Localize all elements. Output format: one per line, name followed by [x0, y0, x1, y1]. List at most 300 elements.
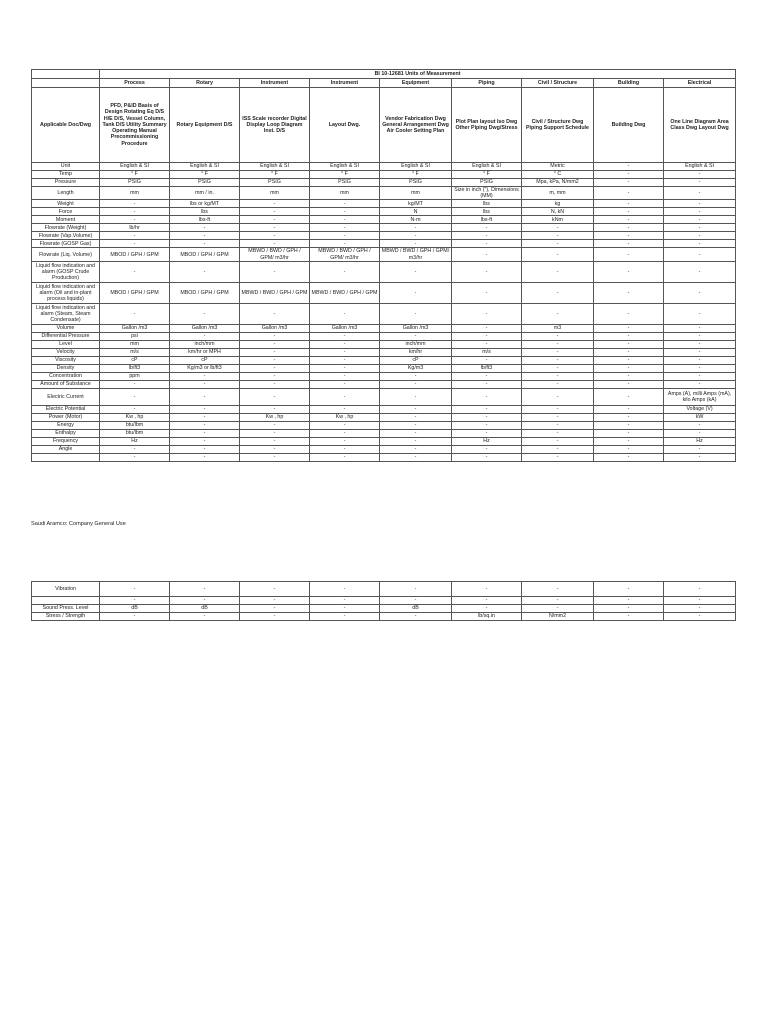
unit-cell: lb/sq.in — [452, 613, 522, 621]
unit-cell: - — [452, 405, 522, 413]
unit-cell: - — [522, 582, 594, 597]
unit-cell: - — [310, 388, 380, 405]
table-title: BI 10-12681 Units of Measurement — [100, 70, 736, 79]
unit-cell: - — [522, 453, 594, 461]
unit-cell: - — [240, 613, 310, 621]
unit-cell: - — [310, 303, 380, 324]
unit-cell: - — [310, 453, 380, 461]
unit-cell: - — [522, 388, 594, 405]
unit-cell: - — [522, 332, 594, 340]
unit-cell: mm — [310, 187, 380, 200]
unit-cell: - — [100, 303, 170, 324]
measurement-label: Energy — [32, 421, 100, 429]
unit-cell: - — [594, 605, 664, 613]
unit-cell: - — [664, 340, 736, 348]
unit-cell: - — [310, 372, 380, 380]
department-row — [32, 79, 736, 88]
unit-cell: - — [452, 261, 522, 282]
unit-cell: - — [664, 179, 736, 187]
unit-cell: - — [522, 437, 594, 445]
unit-cell: PSIG — [310, 179, 380, 187]
applicable-doc-cell: Layout Dwg. — [310, 88, 380, 163]
unit-cell: - — [100, 453, 170, 461]
unit-cell: - — [664, 261, 736, 282]
unit-cell: - — [170, 453, 240, 461]
department-header: Piping — [452, 79, 522, 88]
unit-cell: MBWD / BWD / GPH / GPM/ m3/hr — [240, 248, 310, 261]
applicable-doc-cell: Vendor Fabrication Dwg General Arrangement Dwg Air Cooler Setting Plan — [380, 88, 452, 163]
unit-cell: - — [310, 364, 380, 372]
unit-cell: MBWD / BWD / GPH / GPM/ m3/hr — [380, 248, 452, 261]
measurement-label: Flowrate (Liq. Volume) — [32, 248, 100, 261]
unit-cell: dB — [100, 605, 170, 613]
unit-cell: - — [170, 413, 240, 421]
unit-cell: btu/lbm — [100, 421, 170, 429]
unit-cell: - — [664, 605, 736, 613]
measurement-label: Weight — [32, 200, 100, 208]
measurement-label: Vibration — [32, 582, 100, 597]
unit-cell: - — [452, 421, 522, 429]
unit-cell: ° F — [240, 171, 310, 179]
unit-cell: English & SI — [380, 163, 452, 171]
measurement-row — [32, 421, 736, 429]
unit-cell: - — [100, 261, 170, 282]
unit-cell: - — [594, 248, 664, 261]
unit-cell: - — [310, 240, 380, 248]
title-blank — [32, 70, 100, 79]
measurement-label: Sound Press. Level — [32, 605, 100, 613]
measurement-row — [32, 200, 736, 208]
unit-cell: - — [594, 240, 664, 248]
measurement-row — [32, 171, 736, 179]
measurement-label: Force — [32, 208, 100, 216]
unit-cell: - — [664, 224, 736, 232]
unit-cell: mm — [100, 340, 170, 348]
unit-cell: English & SI — [452, 163, 522, 171]
measurement-label: Electric Potential — [32, 405, 100, 413]
unit-cell: km/hr or MPH — [170, 348, 240, 356]
measurement-label: Power (Motor) — [32, 413, 100, 421]
unit-cell: Hz — [452, 437, 522, 445]
unit-cell: - — [452, 597, 522, 605]
unit-cell: - — [310, 216, 380, 224]
unit-cell: English & SI — [664, 163, 736, 171]
unit-cell: - — [522, 232, 594, 240]
measurement-label: Level — [32, 340, 100, 348]
unit-cell: MBOD / GPH / GPM — [170, 282, 240, 303]
unit-cell: - — [664, 445, 736, 453]
unit-cell: Voltage (V) — [664, 405, 736, 413]
unit-cell: - — [594, 348, 664, 356]
unit-cell: - — [664, 248, 736, 261]
unit-cell: - — [522, 348, 594, 356]
unit-cell: - — [240, 240, 310, 248]
measurement-label: Electric Current — [32, 388, 100, 405]
unit-cell: - — [380, 597, 452, 605]
unit-cell: PSIG — [380, 179, 452, 187]
unit-cell: lb/ft3 — [452, 364, 522, 372]
measurement-label: Liquid flow indication and alarm (GOSP Crude Production) — [32, 261, 100, 282]
unit-cell: m/s — [100, 348, 170, 356]
unit-cell: ° F — [170, 171, 240, 179]
unit-cell: - — [240, 445, 310, 453]
unit-cell: - — [664, 171, 736, 179]
unit-cell: - — [594, 200, 664, 208]
unit-cell: - — [380, 240, 452, 248]
unit-cell: - — [452, 248, 522, 261]
unit-cell: - — [664, 324, 736, 332]
measurement-label: Volume — [32, 324, 100, 332]
unit-cell: - — [452, 356, 522, 364]
unit-cell: - — [170, 380, 240, 388]
unit-cell: - — [240, 364, 310, 372]
unit-cell: MBWD / BWD / GPH / GPM/ m3/hr — [310, 248, 380, 261]
unit-cell: - — [240, 208, 310, 216]
unit-cell: - — [380, 582, 452, 597]
unit-cell: - — [310, 340, 380, 348]
unit-cell: Kw , hp — [240, 413, 310, 421]
unit-cell: - — [664, 597, 736, 605]
measurement-row — [32, 224, 736, 232]
unit-cell: - — [380, 421, 452, 429]
unit-cell: - — [100, 597, 170, 605]
unit-cell: ° F — [380, 171, 452, 179]
unit-cell: - — [170, 429, 240, 437]
unit-cell: - — [240, 597, 310, 605]
title-row — [32, 70, 736, 79]
measurement-label — [32, 597, 100, 605]
unit-cell: - — [522, 303, 594, 324]
unit-cell: - — [594, 282, 664, 303]
unit-cell: - — [664, 380, 736, 388]
unit-cell: cP — [380, 356, 452, 364]
measurement-label: Stress / Strength — [32, 613, 100, 621]
unit-cell: kg/MT — [380, 200, 452, 208]
unit-cell: - — [240, 437, 310, 445]
measurement-row — [32, 340, 736, 348]
unit-cell: - — [452, 413, 522, 421]
unit-cell: - — [240, 232, 310, 240]
unit-cell: - — [522, 605, 594, 613]
unit-cell: m3 — [522, 324, 594, 332]
unit-cell: - — [664, 240, 736, 248]
unit-cell: - — [594, 340, 664, 348]
unit-cell: - — [664, 303, 736, 324]
unit-cell: kNm — [522, 216, 594, 224]
unit-cell: ppm — [100, 372, 170, 380]
unit-cell: PSIG — [452, 179, 522, 187]
unit-cell: - — [452, 453, 522, 461]
applicable-doc-cell: ISS Scale recorder Digital Display Loop Diagram Inst. D/S — [240, 88, 310, 163]
unit-cell: - — [310, 208, 380, 216]
unit-cell: - — [594, 224, 664, 232]
unit-cell: - — [452, 232, 522, 240]
unit-cell: Kg/m3 — [380, 364, 452, 372]
unit-cell: Gallon /m3 — [240, 324, 310, 332]
unit-cell: - — [452, 282, 522, 303]
unit-cell: - — [310, 421, 380, 429]
measurement-row — [32, 187, 736, 200]
unit-cell: - — [664, 356, 736, 364]
measurement-row — [32, 364, 736, 372]
unit-cell: - — [170, 303, 240, 324]
measurement-label: Density — [32, 364, 100, 372]
unit-cell: - — [594, 332, 664, 340]
unit-cell: psi — [100, 332, 170, 340]
unit-cell: - — [664, 582, 736, 597]
unit-cell: - — [240, 261, 310, 282]
measurement-label — [32, 453, 100, 461]
unit-cell: MBOD / GPH / GPM — [170, 248, 240, 261]
applicable-doc-label: Applicable Doc/Dwg — [32, 88, 100, 163]
measurement-row — [32, 445, 736, 453]
unit-cell: - — [380, 261, 452, 282]
unit-cell: - — [522, 261, 594, 282]
unit-cell: - — [594, 413, 664, 421]
unit-cell: - — [594, 429, 664, 437]
unit-cell: - — [100, 388, 170, 405]
unit-cell: - — [240, 388, 310, 405]
unit-cell: - — [452, 605, 522, 613]
unit-cell: - — [522, 364, 594, 372]
unit-cell: - — [664, 364, 736, 372]
unit-cell: - — [310, 380, 380, 388]
unit-cell: - — [310, 232, 380, 240]
measurement-label: Moment — [32, 216, 100, 224]
measurement-label: Unit — [32, 163, 100, 171]
unit-cell: btu/lbm — [100, 429, 170, 437]
measurement-row — [32, 372, 736, 380]
unit-cell: MBWD / BWD / GPH / GPM — [240, 282, 310, 303]
unit-cell: - — [310, 224, 380, 232]
unit-cell: - — [170, 332, 240, 340]
unit-cell: - — [594, 453, 664, 461]
measurement-label: Frequency — [32, 437, 100, 445]
unit-cell: - — [452, 445, 522, 453]
unit-cell: - — [100, 445, 170, 453]
unit-cell: - — [310, 261, 380, 282]
unit-cell: - — [240, 380, 310, 388]
unit-cell: - — [310, 348, 380, 356]
unit-cell: - — [664, 613, 736, 621]
unit-cell: - — [100, 613, 170, 621]
unit-cell: - — [240, 340, 310, 348]
measurement-label: Concentration — [32, 372, 100, 380]
unit-cell: - — [240, 453, 310, 461]
unit-cell: - — [664, 421, 736, 429]
measurement-label: Flowrate (Vap.Volume) — [32, 232, 100, 240]
unit-cell: - — [170, 224, 240, 232]
unit-cell: - — [310, 429, 380, 437]
unit-cell: Size in inch ("), Dimensions (MM) — [452, 187, 522, 200]
department-blank — [32, 79, 100, 88]
unit-cell: kg — [522, 200, 594, 208]
unit-cell: - — [170, 240, 240, 248]
unit-cell: lbs — [170, 208, 240, 216]
department-header: Equipment — [380, 79, 452, 88]
measurement-row — [32, 282, 736, 303]
unit-cell: - — [522, 421, 594, 429]
unit-cell: - — [664, 187, 736, 200]
unit-cell: lbs-ft — [170, 216, 240, 224]
unit-cell: - — [170, 613, 240, 621]
unit-cell: - — [664, 372, 736, 380]
measurement-label: Flowrate (GOSP Gas) — [32, 240, 100, 248]
unit-cell: - — [380, 413, 452, 421]
unit-cell: ° C — [522, 171, 594, 179]
unit-cell: lbs or kg/MT — [170, 200, 240, 208]
unit-cell: - — [100, 232, 170, 240]
unit-cell: - — [310, 200, 380, 208]
measurement-row — [32, 303, 736, 324]
unit-cell: - — [240, 429, 310, 437]
unit-cell: - — [310, 597, 380, 605]
unit-cell: dB — [170, 605, 240, 613]
unit-cell: lb/hr — [100, 224, 170, 232]
measurement-row — [32, 324, 736, 332]
measurement-row — [32, 356, 736, 364]
applicable-doc-cell: One Line Diagram Area Class Dwg Layout Dwg — [664, 88, 736, 163]
measurement-continued-row — [32, 613, 736, 621]
unit-cell: - — [452, 340, 522, 348]
unit-cell: - — [380, 372, 452, 380]
measurement-label: Liquid flow indication and alarm (Oil and in-plant process liquids) — [32, 282, 100, 303]
unit-cell: PSIG — [240, 179, 310, 187]
unit-cell: - — [452, 240, 522, 248]
measurement-row — [32, 429, 736, 437]
department-header: Instrument — [310, 79, 380, 88]
measurement-row — [32, 216, 736, 224]
unit-cell: Mpa, kPa, N/mm2 — [522, 179, 594, 187]
department-header: Rotary — [170, 79, 240, 88]
unit-cell: - — [240, 372, 310, 380]
unit-cell: - — [594, 208, 664, 216]
unit-cell: m/s — [452, 348, 522, 356]
measurement-label: Amount of Substance — [32, 380, 100, 388]
measurement-label: Length — [32, 187, 100, 200]
unit-cell: Gallon /m3 — [170, 324, 240, 332]
measurement-label: Temp — [32, 171, 100, 179]
unit-cell: - — [594, 372, 664, 380]
measurement-row — [32, 232, 736, 240]
measurement-label: Liquid flow indication and alarm (Steam, Steam Condensate) — [32, 303, 100, 324]
unit-cell: m, mm — [522, 187, 594, 200]
unit-cell: lbs — [452, 208, 522, 216]
unit-cell: - — [522, 445, 594, 453]
unit-cell: - — [594, 380, 664, 388]
unit-cell: - — [380, 445, 452, 453]
unit-cell: - — [170, 261, 240, 282]
unit-cell: - — [594, 303, 664, 324]
unit-cell: inch/mm — [380, 340, 452, 348]
unit-cell: - — [664, 216, 736, 224]
unit-cell: - — [380, 453, 452, 461]
unit-cell: - — [522, 248, 594, 261]
unit-cell: km/hr — [380, 348, 452, 356]
department-header: Process — [100, 79, 170, 88]
unit-cell: - — [100, 208, 170, 216]
unit-cell: - — [170, 597, 240, 605]
measurement-row — [32, 413, 736, 421]
unit-cell: - — [380, 303, 452, 324]
unit-cell: - — [452, 388, 522, 405]
unit-cell: - — [594, 597, 664, 605]
unit-cell: PSIG — [170, 179, 240, 187]
unit-cell: - — [522, 372, 594, 380]
unit-cell: - — [170, 232, 240, 240]
unit-cell: - — [594, 613, 664, 621]
measurement-row — [32, 179, 736, 187]
unit-cell: - — [170, 388, 240, 405]
measurement-label: Viscosity — [32, 356, 100, 364]
units-table-continued — [31, 581, 736, 621]
unit-cell: - — [452, 380, 522, 388]
unit-cell: - — [170, 582, 240, 597]
unit-cell: - — [452, 582, 522, 597]
applicable-doc-cell: Civil / Structure Dwg Piping Support Schedule — [522, 88, 594, 163]
unit-cell: MBOD / GPH / GPM — [100, 282, 170, 303]
department-header: Civil / Structure — [522, 79, 594, 88]
unit-cell: - — [664, 348, 736, 356]
measurement-row — [32, 380, 736, 388]
unit-cell: MBWD / BWD / GPH / GPM — [310, 282, 380, 303]
unit-cell: kW — [664, 413, 736, 421]
unit-cell: - — [310, 582, 380, 597]
unit-cell: dB — [380, 605, 452, 613]
measurement-row — [32, 453, 736, 461]
unit-cell: - — [240, 405, 310, 413]
measurement-row — [32, 261, 736, 282]
unit-cell: - — [594, 261, 664, 282]
measurement-row — [32, 332, 736, 340]
unit-cell: - — [240, 356, 310, 364]
measurement-row — [32, 388, 736, 405]
unit-cell: - — [380, 613, 452, 621]
unit-cell: - — [664, 208, 736, 216]
unit-cell: - — [594, 364, 664, 372]
measurement-label: Angle — [32, 445, 100, 453]
unit-cell: - — [170, 421, 240, 429]
unit-cell: - — [522, 413, 594, 421]
unit-cell: - — [664, 282, 736, 303]
unit-cell: Gallon /m3 — [100, 324, 170, 332]
classification-footer: Saudi Aramco: Company General Use — [31, 521, 126, 527]
unit-cell: - — [594, 356, 664, 364]
unit-cell: - — [170, 372, 240, 380]
unit-cell: - — [240, 348, 310, 356]
unit-cell: English & SI — [240, 163, 310, 171]
measurement-label: Enthalpy — [32, 429, 100, 437]
unit-cell: Hz — [100, 437, 170, 445]
measurement-label: Differential Pressure — [32, 332, 100, 340]
unit-cell: mm — [240, 187, 310, 200]
unit-cell: - — [100, 405, 170, 413]
measurement-continued-row — [32, 605, 736, 613]
unit-cell: - — [100, 582, 170, 597]
unit-cell: - — [170, 437, 240, 445]
unit-cell: - — [522, 405, 594, 413]
unit-cell: - — [380, 388, 452, 405]
unit-cell: - — [522, 340, 594, 348]
unit-cell: - — [380, 380, 452, 388]
unit-cell: - — [310, 445, 380, 453]
unit-cell: Hz — [664, 437, 736, 445]
unit-cell: - — [522, 429, 594, 437]
department-header: Building — [594, 79, 664, 88]
unit-cell: - — [170, 405, 240, 413]
unit-cell: - — [664, 332, 736, 340]
unit-cell: - — [100, 216, 170, 224]
